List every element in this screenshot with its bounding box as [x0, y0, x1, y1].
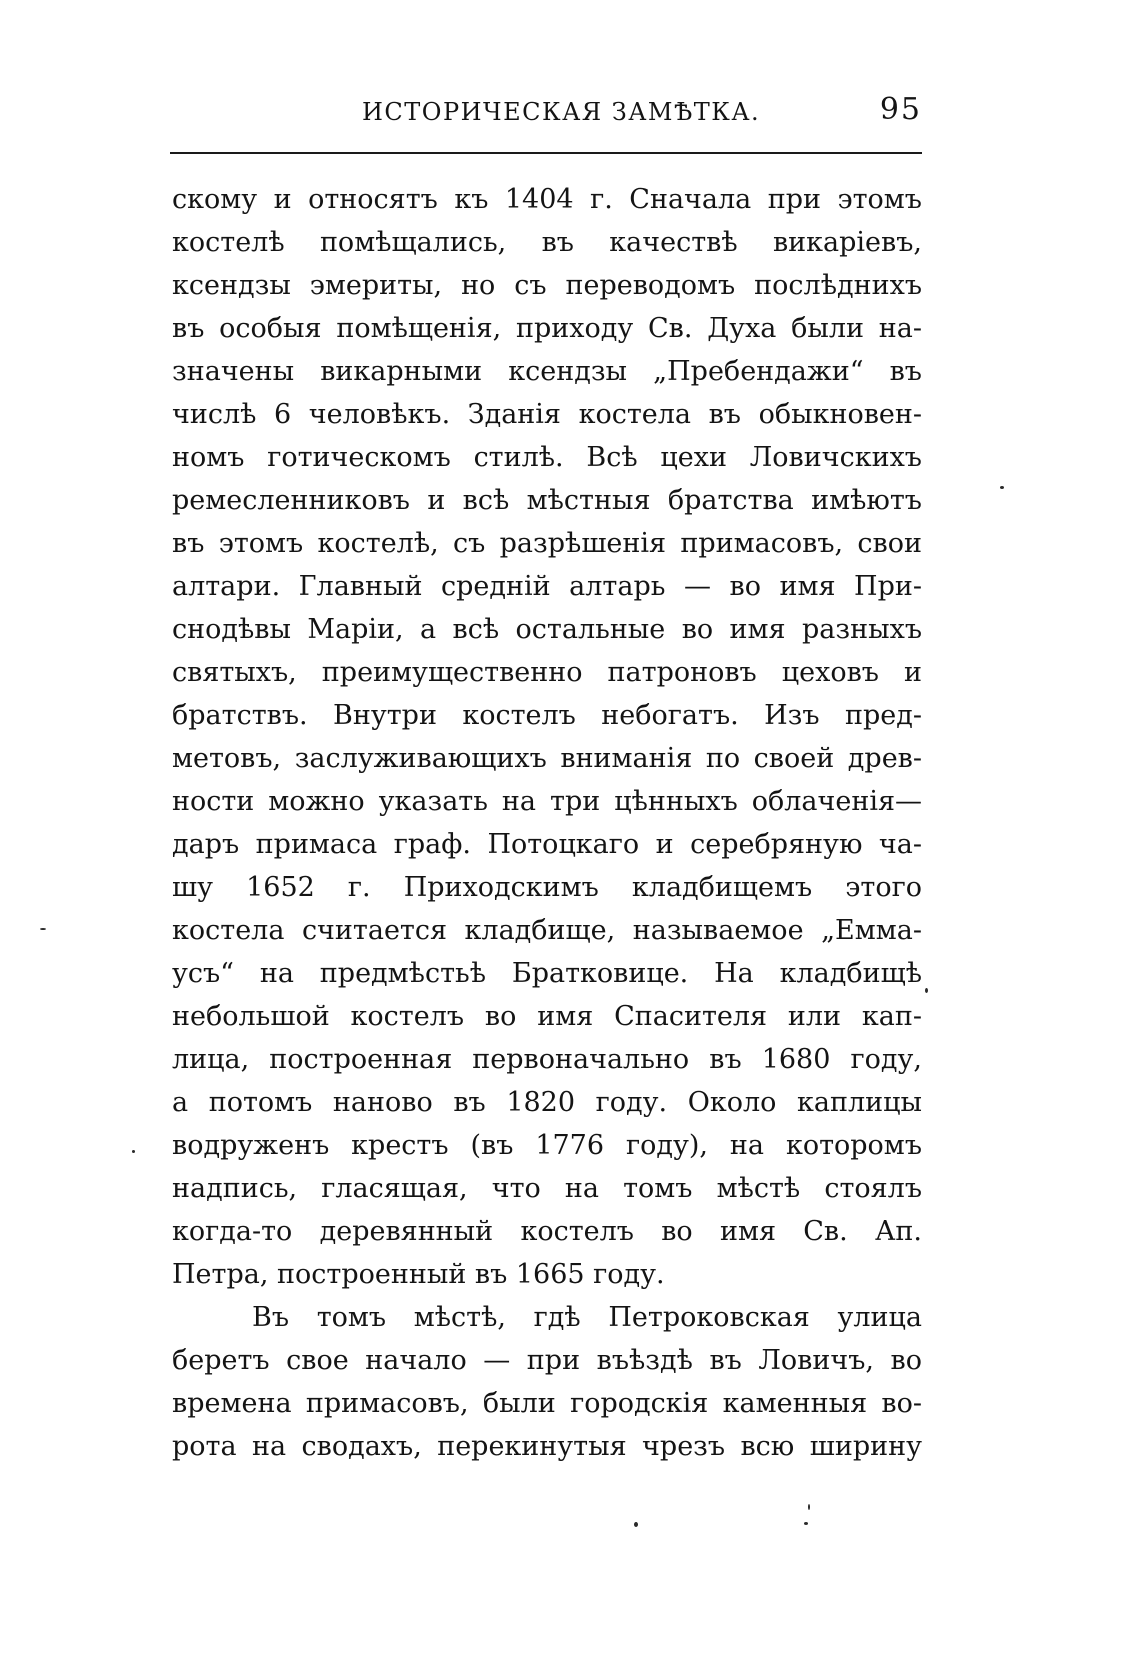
running-title: ИСТОРИЧЕСКАЯ ЗАМѢТКА. — [362, 98, 761, 126]
running-head — [172, 92, 922, 132]
text-line: Петра, построенный въ 1665 году. — [172, 1259, 665, 1290]
header-rule — [170, 152, 922, 154]
text-line: даръ примаса граф. Потоцкаго и серебряную ча- — [172, 829, 922, 860]
text-line: времена примасовъ, были городскія каменныя во- — [172, 1388, 922, 1419]
scan-speck — [808, 1504, 810, 1510]
text-line: беретъ свое начало — при въѣздѣ въ Ловичъ, во — [172, 1345, 922, 1376]
text-line: усъ“ на предмѣстьѣ Братковице. На кладбищѣ — [172, 958, 922, 989]
scan-speck — [804, 1522, 808, 1525]
body-text — [172, 178, 922, 1468]
text-line: шу 1652 г. Приходскимъ кладбищемъ этого — [172, 872, 922, 903]
text-line: лица, построенная первоначально въ 1680 году, — [172, 1044, 922, 1075]
text-line: метовъ, заслуживающихъ вниманія по своей древ- — [172, 743, 922, 774]
text-line: въ этомъ костелѣ, съ разрѣшенія примасовъ, свои — [172, 528, 922, 559]
text-line: снодѣвы Маріи, а всѣ остальные во имя разныхъ — [172, 614, 922, 645]
paragraph-start-line: Въ томъ мѣстѣ, гдѣ Петроковская улица — [252, 1302, 922, 1333]
text-line: когда-то деревянный костелъ во имя Св. Ап. — [172, 1216, 922, 1247]
text-line: номъ готическомъ стилѣ. Всѣ цехи Ловичскихъ — [172, 442, 922, 473]
text-line: ности можно указать на три цѣнныхъ облаченія— — [172, 786, 922, 817]
text-line: алтари. Главный средній алтарь — во имя При- — [172, 571, 922, 602]
text-line: рота на сводахъ, перекинутыя чрезъ всю ширину — [172, 1431, 922, 1462]
scan-speck — [40, 928, 46, 930]
page-number: 95 — [879, 92, 922, 127]
text-line: а потомъ наново въ 1820 году. Около каплицы — [172, 1087, 922, 1118]
scan-speck — [925, 988, 928, 993]
text-line: въ особыя помѣщенія, приходу Св. Духа были на- — [172, 313, 922, 344]
text-line: небольшой костелъ во имя Спасителя или кап- — [172, 1001, 922, 1032]
text-line: скому и относятъ къ 1404 г. Сначала при этомъ — [172, 184, 922, 215]
text-line: значены викарными ксендзы „Пребендажи“ въ — [172, 356, 922, 387]
text-line: ремесленниковъ и всѣ мѣстныя братства имѣютъ — [172, 485, 922, 516]
scan-speck — [634, 1522, 638, 1527]
scan-speck — [1000, 486, 1004, 489]
text-line: святыхъ, преимущественно патроновъ цеховъ и — [172, 657, 922, 688]
scan-speck — [132, 1150, 135, 1153]
text-line: водруженъ крестъ (въ 1776 году), на которомъ — [172, 1130, 922, 1161]
text-line: надпись, гласящая, что на томъ мѣстѣ стоялъ — [172, 1173, 922, 1204]
text-line: братствъ. Внутри костелъ небогатъ. Изъ пред- — [172, 700, 922, 731]
text-line: костелѣ помѣщались, въ качествѣ викаріевъ, — [172, 227, 922, 258]
text-line: числѣ 6 человѣкъ. Зданія костела въ обыкновен- — [172, 399, 922, 430]
text-line: ксендзы эмериты, но съ переводомъ послѣднихъ — [172, 270, 922, 301]
text-line: костела считается кладбище, называемое „Емма- — [172, 915, 922, 946]
